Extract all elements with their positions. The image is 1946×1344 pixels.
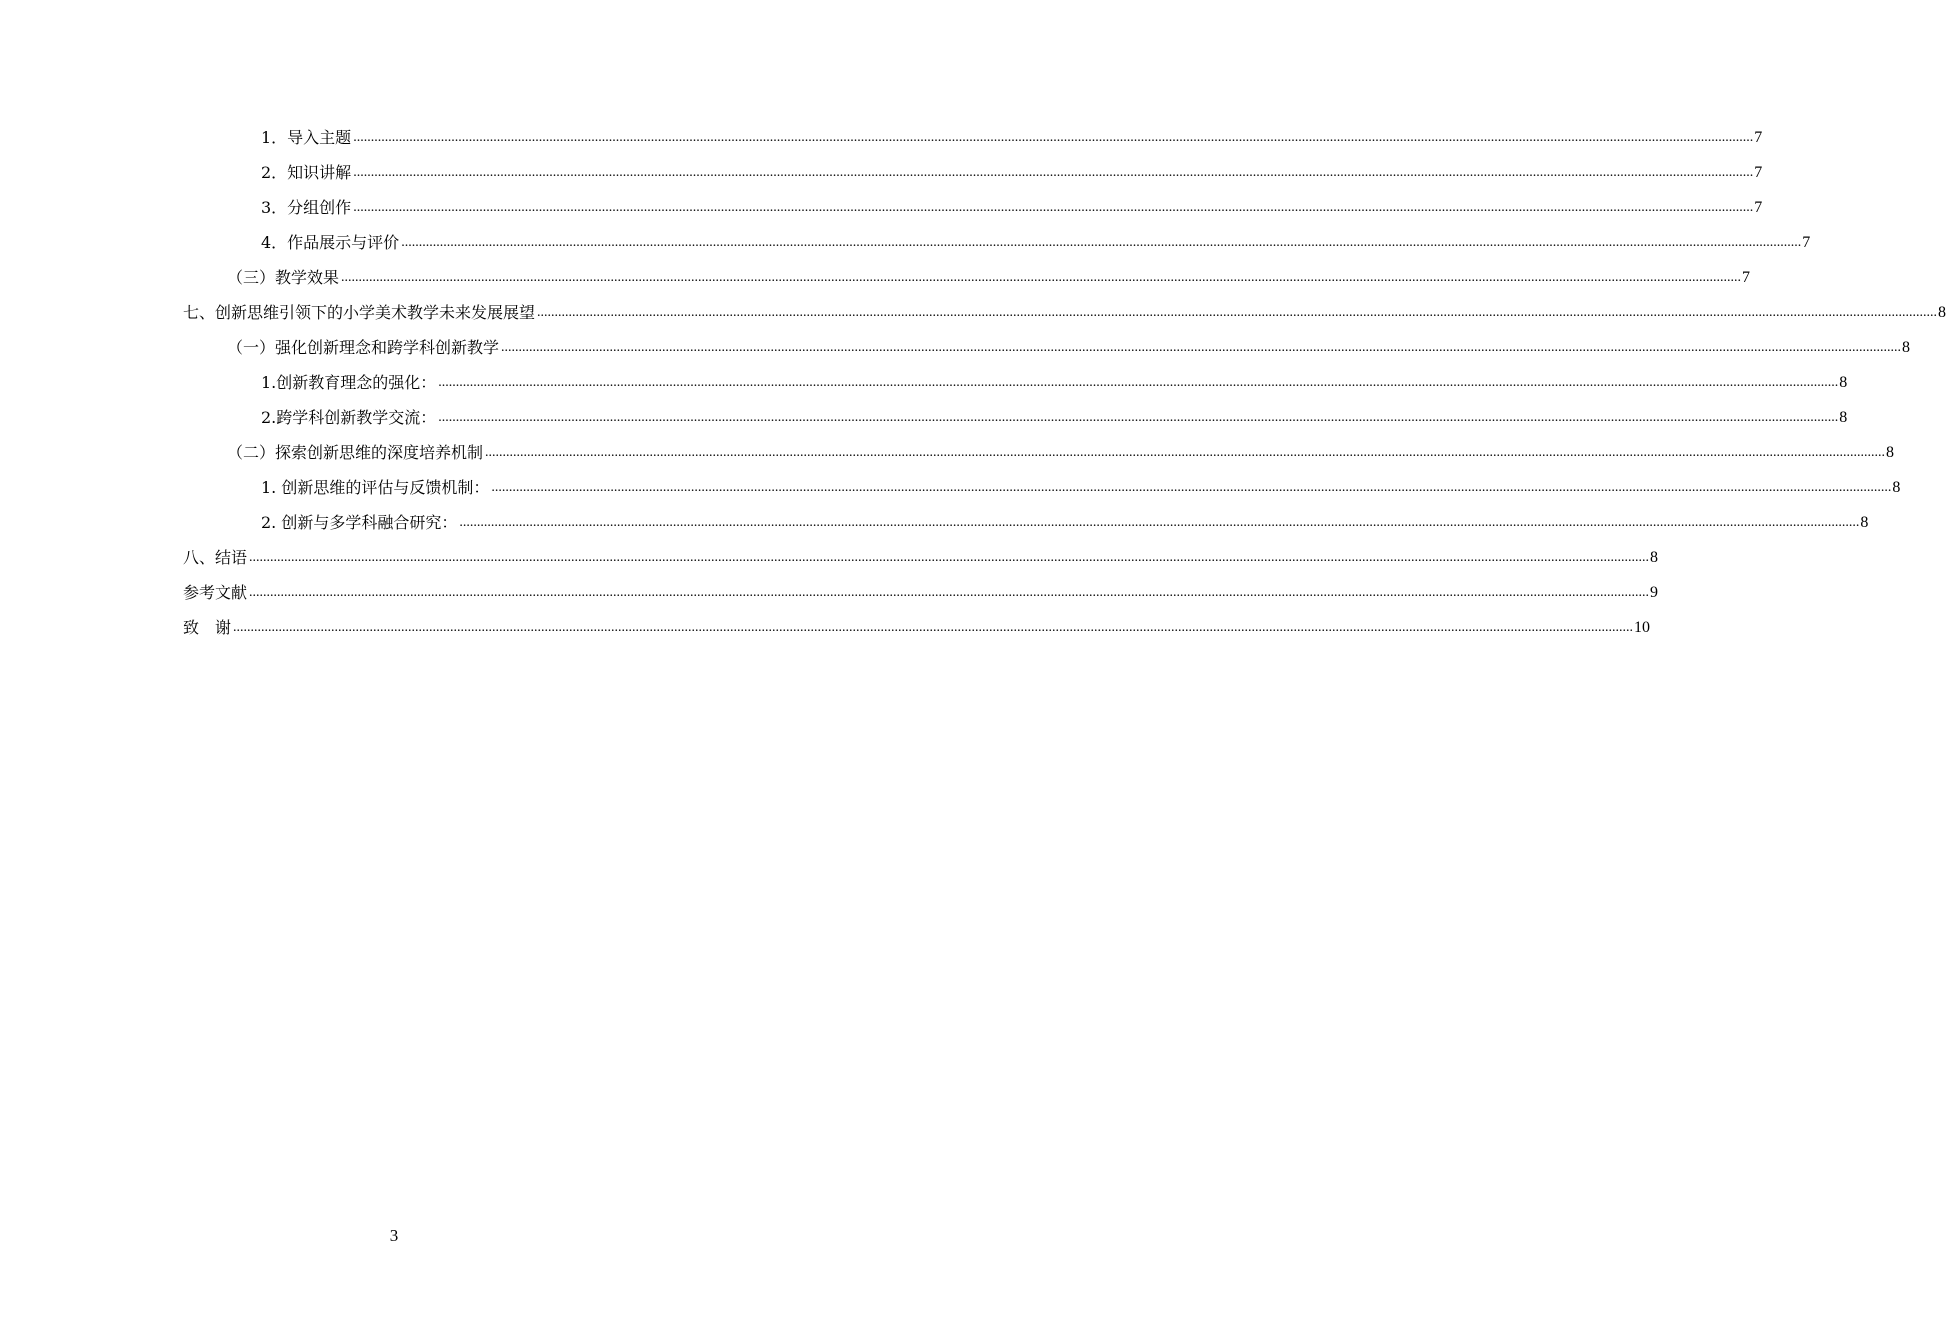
- toc-entry-label: （三）教学效果: [227, 268, 340, 287]
- toc-entry-page: 7: [1754, 164, 1763, 181]
- toc-entry-label: 1.创新教育理念的强化：: [261, 373, 437, 392]
- toc-leader-dots: ................................................................................................................................................................................................................................................................................................................................................................................................................: [501, 340, 1902, 355]
- toc-leader-dots: ................................................................................................................................................................................................................................................................................................................................................................................................................: [401, 235, 1802, 250]
- toc-entry-page: 8: [1650, 549, 1659, 566]
- toc-leader-dots: ................................................................................................................................................................................................................................................................................................................................................................................................................: [249, 585, 1650, 600]
- toc-entry[interactable]: [183, 288, 1946, 323]
- toc-entry-page: 8: [1886, 444, 1895, 461]
- toc-leader-dots: ................................................................................................................................................................................................................................................................................................................................................................................................................: [491, 480, 1892, 495]
- toc-leader-dots: ................................................................................................................................................................................................................................................................................................................................................................................................................: [353, 130, 1754, 145]
- toc-entry[interactable]: [183, 253, 1751, 288]
- toc-entry-label: 致 谢: [183, 618, 232, 637]
- page-number: 3: [389, 1226, 399, 1245]
- toc-entry-page: 7: [1754, 129, 1763, 146]
- toc-entry-label: 2. 创新与多学科融合研究：: [261, 513, 458, 532]
- toc-entry-page: 7: [1754, 199, 1763, 216]
- toc-entry-page: 9: [1650, 584, 1659, 601]
- toc-entry[interactable]: [183, 358, 1848, 393]
- toc-entry[interactable]: [183, 533, 1659, 568]
- toc-leader-dots: ................................................................................................................................................................................................................................................................................................................................................................................................................: [353, 200, 1754, 215]
- toc-entry[interactable]: [183, 428, 1895, 463]
- toc-entry-page: 8: [1938, 304, 1946, 321]
- toc-leader-dots: ................................................................................................................................................................................................................................................................................................................................................................................................................: [249, 550, 1650, 565]
- toc-entry-page: 7: [1742, 269, 1751, 286]
- toc-leader-dots: ................................................................................................................................................................................................................................................................................................................................................................................................................: [485, 445, 1886, 460]
- toc-entry[interactable]: [183, 498, 1869, 533]
- toc-entry-page: 7: [1802, 234, 1811, 251]
- toc-entry-page: 8: [1902, 339, 1911, 356]
- toc-entry[interactable]: [183, 603, 1651, 638]
- toc-entry-label: 八、结语: [183, 548, 248, 567]
- toc-entry-label: 七、创新思维引领下的小学美术教学未来发展展望: [183, 303, 536, 322]
- toc-entry-label: （一）强化创新理念和跨学科创新教学: [227, 338, 500, 357]
- toc-leader-dots: ................................................................................................................................................................................................................................................................................................................................................................................................................: [233, 620, 1634, 635]
- toc-entry-label: （二）探索创新思维的深度培养机制: [227, 443, 484, 462]
- toc-entry-page: 8: [1892, 479, 1901, 496]
- toc-entry-label: 参考文献: [183, 583, 248, 602]
- toc-entry[interactable]: [183, 218, 1811, 253]
- toc-entry[interactable]: [183, 463, 1901, 498]
- toc-leader-dots: ................................................................................................................................................................................................................................................................................................................................................................................................................: [341, 270, 1742, 285]
- toc-entry[interactable]: [183, 113, 1763, 148]
- toc-entry[interactable]: [183, 393, 1848, 428]
- table-of-contents: [183, 113, 1946, 638]
- toc-entry[interactable]: [183, 183, 1763, 218]
- toc-entry-label: 1．导入主题: [261, 128, 352, 147]
- toc-entry[interactable]: [183, 323, 1911, 358]
- toc-leader-dots: ................................................................................................................................................................................................................................................................................................................................................................................................................: [438, 375, 1839, 390]
- toc-entry-page: 8: [1839, 374, 1848, 391]
- toc-entry-label: 4．作品展示与评价: [261, 233, 400, 252]
- toc-entry-label: 2.跨学科创新教学交流：: [261, 408, 437, 427]
- toc-entry[interactable]: [183, 148, 1763, 183]
- toc-leader-dots: ................................................................................................................................................................................................................................................................................................................................................................................................................: [438, 410, 1839, 425]
- toc-leader-dots: ................................................................................................................................................................................................................................................................................................................................................................................................................: [459, 515, 1860, 530]
- toc-entry[interactable]: [183, 568, 1659, 603]
- toc-entry-page: 10: [1634, 619, 1651, 636]
- toc-leader-dots: ................................................................................................................................................................................................................................................................................................................................................................................................................: [537, 305, 1938, 320]
- toc-leader-dots: ................................................................................................................................................................................................................................................................................................................................................................................................................: [353, 165, 1754, 180]
- toc-entry-page: 8: [1839, 409, 1848, 426]
- toc-entry-label: 3．分组创作: [261, 198, 352, 217]
- toc-entry-label: 2．知识讲解: [261, 163, 352, 182]
- toc-entry-page: 8: [1860, 514, 1869, 531]
- toc-entry-label: 1. 创新思维的评估与反馈机制：: [261, 478, 490, 497]
